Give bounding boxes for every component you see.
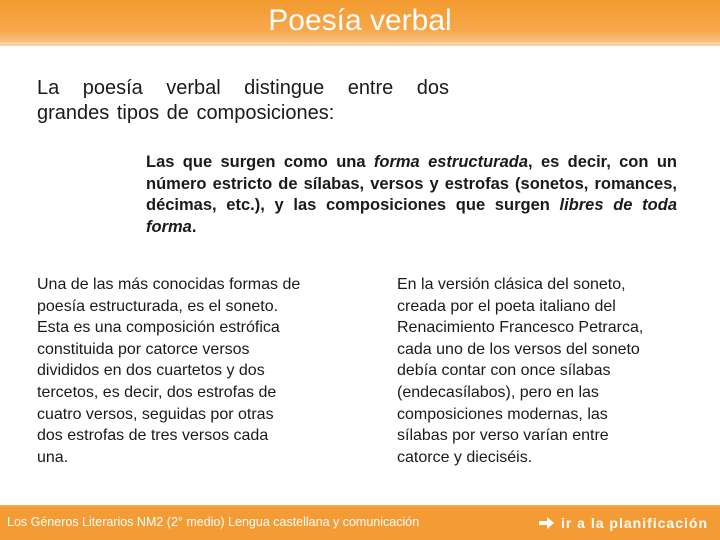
highlight-emphasis-1: forma estructurada [373,153,529,171]
planning-link[interactable] [539,513,708,533]
planning-link-label: ir a la planificación [560,515,708,531]
right-column-text: En la versión clásica del soneto, creada por el poeta italiano del Renacimiento Francesco Petrarca, cada uno de los versos del soneto debía contar con once sílabas (endecasílabos), pero en las composiciones modernas, las sílabas por verso varían entre catorce y dieciséis. [397,276,644,466]
footer-caption: Los Géneros Literarios NM2 (2° medio) Lengua castellana y comunicación [7,515,420,529]
highlight-text-1: Las que surgen como una [146,153,374,171]
title-bar [0,0,720,42]
highlight-emphasis-2: libres de toda forma [146,196,677,236]
highlight-text-2: , es decir, con un número estricto de sílabas, versos y estrofas (sonetos, romances, décimas, etc.), y las composiciones que surgen [146,153,677,214]
title-stripe [0,42,720,46]
highlight-text-3: . [191,217,197,236]
arrow-right-icon [539,516,555,530]
page-title: Poesía verbal [268,4,452,37]
intro-paragraph: La poesía verbal distingue entre dos grandes tipos de composiciones: [37,77,449,124]
footer-bar [0,507,720,540]
highlight-paragraph [146,152,677,238]
left-column-text: Una de las más conocidas formas de poesía estructurada, es el soneto. Esta es una composición estrófica constituida por catorce versos divididos en dos cuartetos y dos tercetos, es decir, dos estrofas de cuatro versos, seguidas por otras dos estrofas de tres versos cada una. [37,276,301,466]
